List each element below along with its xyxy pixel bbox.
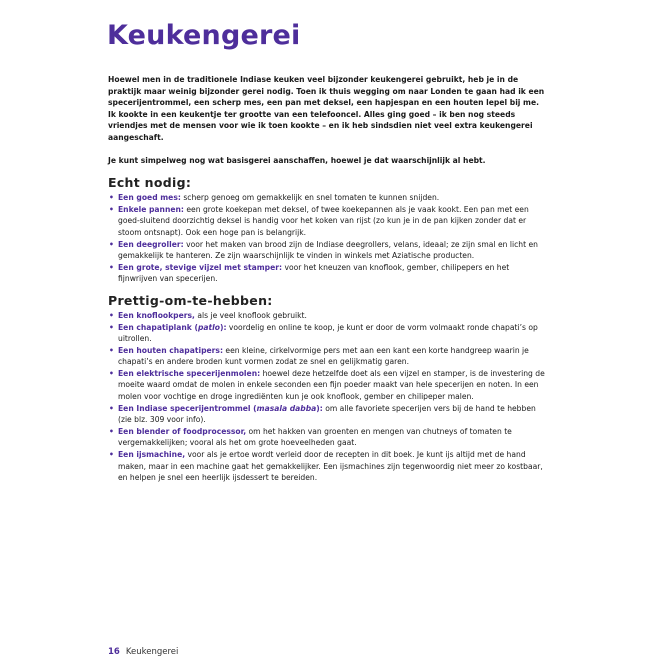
bullet-icon: • bbox=[109, 450, 114, 460]
item-term: Een goed mes: bbox=[118, 193, 181, 203]
item-text: voordelig en online te koop, je kunt er door de vorm volmaakt ronde chapati’s op uitrollen. bbox=[118, 322, 538, 344]
item-term: Een chapatiplank (patlo): bbox=[118, 322, 227, 332]
list-item bbox=[108, 262, 548, 285]
list-item bbox=[108, 345, 548, 368]
item-term: Een knoflookpers, bbox=[118, 310, 195, 320]
footer-label: Keukengerei bbox=[125, 647, 179, 657]
bullet-icon: • bbox=[109, 426, 114, 436]
bullet-icon: • bbox=[109, 403, 114, 413]
item-text: een grote koekepan met deksel, of twee koekepannen als je vaak kookt. Een pan met een goed-sluitend doorzichtig deksel is handig voor het koken van rijst (zo kun je in de pan kijken zonder dat er stoom ontsnapt). Ook een hoge pan is belangrijk. bbox=[118, 204, 529, 237]
item-text: om alle favoriete specerijen vers bij de hand te hebben (zie blz. 309 voor info). bbox=[118, 403, 536, 425]
list-item bbox=[108, 403, 548, 426]
bullet-icon: • bbox=[109, 204, 114, 214]
page-footer bbox=[108, 647, 178, 657]
item-text: voor het maken van brood zijn de Indiase deegrollers, velans, ideaal; ze zijn smal en licht en gemakkelijk te hanteren. Ze zijn waarschijnlijk te vinden in winkels met Aziatische producten. bbox=[118, 239, 538, 261]
list-item bbox=[108, 322, 548, 345]
item-term: Een grote, stevige vijzel met stamper: bbox=[118, 262, 283, 272]
bullet-icon: • bbox=[109, 193, 114, 203]
item-text: om het hakken van groenten en mengen van chutneys of tomaten te vergemakkelijken; vooral als het om grote hoeveelheden gaat. bbox=[118, 426, 512, 448]
intro-paragraph-2: Je kunt simpelweg nog wat basisgerei aanschaffen, hoewel je dat waarschijnlijk al hebt. bbox=[108, 155, 486, 165]
page-number: 16 bbox=[108, 647, 120, 657]
item-term: Een ijsmachine, bbox=[118, 450, 186, 460]
page-title: Keukengerei bbox=[107, 20, 301, 51]
item-term: Enkele pannen: bbox=[118, 204, 184, 214]
item-text: scherp genoeg om gemakkelijk en snel tomaten te kunnen snijden. bbox=[180, 193, 440, 203]
bullet-icon: • bbox=[109, 239, 114, 249]
item-text: als je veel knoflook gebruikt. bbox=[194, 310, 307, 320]
intro-paragraph: Hoewel men in de traditionele Indiase keuken veel bijzonder keukengerei gebruikt, heb je in de praktijk maar weinig bijzonder gerei nodig. Toen ik thuis wegging om naar Londen te gaan had ik een specerijentrommel, een scherp mes, een pan met deksel, een hapjespan en een houten lepel bij me. Ik kookte in een keukentje ter grootte van een telefooncel. Alles ging goed – ik ben nog steeds vriendjes met de mensen voor wie ik toen kookte – en ik heb sindsdien niet veel extra keukengerei aangeschaft. bbox=[108, 75, 545, 142]
item-text: hoewel deze hetzelfde doet als een vijzel en stamper, is de investering de moeite waard omdat de molen in enkele seconden een fijn poeder maakt van hele specerijen en noten. In een molen voor vochtige en droge ingrediënten kun je ook knoflook, gember en chilipeper malen. bbox=[118, 368, 545, 402]
bullet-icon: • bbox=[109, 368, 114, 378]
list-item bbox=[108, 449, 548, 484]
list-item bbox=[108, 239, 548, 262]
list-item bbox=[108, 192, 548, 204]
bullet-icon: • bbox=[109, 310, 114, 320]
item-text: een kleine, cirkelvormige pers met aan een kant een korte handgreep waarin je chapati’s en andere broden kunt vormen zodat ze snel en gelijkmatig garen. bbox=[118, 345, 529, 367]
item-text: voor als je ertoe wordt verleid door de recepten in dit boek. Je kunt ijs altijd met de hand maken, maar in een machine gaat het gemakkelijker. Een ijsmachines zijn tegenwoordig niet meer zo kostbaar, en helpen je snel een heerlijk ijsdessert te bereiden. bbox=[118, 450, 543, 483]
list-item bbox=[108, 204, 548, 239]
item-term: Een elektrische specerijenmolen: bbox=[118, 368, 261, 378]
item-text: voor het kneuzen van knoflook, gember, chilipepers en het fijnwrijven van specerijen. bbox=[118, 262, 510, 284]
section-heading-prettig: Prettig-om-te-hebben: bbox=[108, 292, 273, 308]
list-item bbox=[108, 310, 548, 322]
bullet-icon: • bbox=[109, 322, 114, 332]
list-item bbox=[108, 368, 548, 403]
item-term: Een Indiase specerijentrommel (masala dabba): bbox=[118, 403, 323, 413]
item-term: Een blender of foodprocessor, bbox=[118, 426, 247, 436]
list-echt-nodig bbox=[108, 192, 548, 285]
item-term: Een houten chapatipers: bbox=[118, 345, 223, 355]
bullet-icon: • bbox=[109, 345, 114, 355]
page-content bbox=[108, 74, 548, 492]
bullet-icon: • bbox=[109, 262, 114, 272]
list-prettig bbox=[108, 310, 548, 484]
section-heading-echt-nodig: Echt nodig: bbox=[108, 175, 192, 191]
list-item bbox=[108, 426, 548, 449]
item-term: Een deegroller: bbox=[118, 239, 184, 249]
